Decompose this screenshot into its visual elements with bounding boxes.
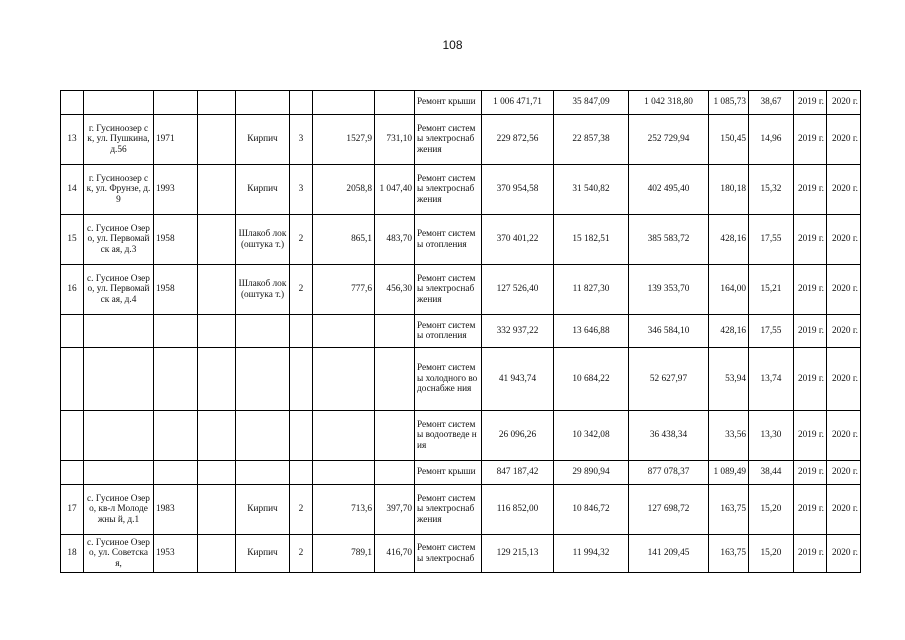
cell-address: с. Гусиное Озеро, ул. Первомайск ая, д.3 bbox=[84, 215, 154, 265]
cell-floors: 2 bbox=[290, 535, 313, 573]
cell-cost-a: 116 852,00 bbox=[482, 485, 554, 535]
cell-material: Кирпич bbox=[236, 485, 290, 535]
cell-material bbox=[236, 315, 290, 348]
cell-cost-b: 29 890,94 bbox=[554, 461, 629, 485]
cell-address: с. Гусиное Озеро, ул. Первомайск ая, д.4 bbox=[84, 265, 154, 315]
cell-limit: 15,21 bbox=[749, 265, 794, 315]
cell-work: Ремонт системы электроснаб жения bbox=[415, 115, 482, 165]
cell-floors: 2 bbox=[290, 485, 313, 535]
table-body bbox=[61, 91, 861, 573]
cell-cost-a: 1 006 471,71 bbox=[482, 91, 554, 115]
cell-limit: 38,44 bbox=[749, 461, 794, 485]
cell-area-total: 1527,9 bbox=[313, 115, 375, 165]
cell-cost-total: 1 042 318,80 bbox=[629, 91, 709, 115]
cell-cost-total: 127 698,72 bbox=[629, 485, 709, 535]
cell-end: 2020 г. bbox=[827, 165, 861, 215]
cell-limit: 38,67 bbox=[749, 91, 794, 115]
cell-floors: 2 bbox=[290, 265, 313, 315]
cell-floors: 2 bbox=[290, 215, 313, 265]
cell-work: Ремонт крыши bbox=[415, 91, 482, 115]
cell-unit-cost: 33,56 bbox=[709, 411, 749, 461]
cell-address bbox=[84, 348, 154, 411]
cell-empty bbox=[198, 165, 236, 215]
cell-start: 2019 г. bbox=[794, 91, 827, 115]
cell-material: Кирпич bbox=[236, 165, 290, 215]
cell-limit: 14,96 bbox=[749, 115, 794, 165]
cell-cost-b: 13 646,88 bbox=[554, 315, 629, 348]
table-row bbox=[61, 348, 861, 411]
cell-address: г. Гусиноозер ск, ул. Фрунзе, д.9 bbox=[84, 165, 154, 215]
cell-area-living bbox=[375, 315, 415, 348]
table-row bbox=[61, 535, 861, 573]
cell-cost-total: 36 438,34 bbox=[629, 411, 709, 461]
cell-cost-b: 35 847,09 bbox=[554, 91, 629, 115]
cell-unit-cost: 53,94 bbox=[709, 348, 749, 411]
cell-no: 14 bbox=[61, 165, 84, 215]
cell-material bbox=[236, 348, 290, 411]
cell-cost-b: 11 827,30 bbox=[554, 265, 629, 315]
cell-cost-a: 370 954,58 bbox=[482, 165, 554, 215]
cell-unit-cost: 180,18 bbox=[709, 165, 749, 215]
table-row bbox=[61, 265, 861, 315]
cell-start: 2019 г. bbox=[794, 215, 827, 265]
cell-start: 2019 г. bbox=[794, 485, 827, 535]
cell-start: 2019 г. bbox=[794, 115, 827, 165]
cell-year: 1953 bbox=[154, 535, 198, 573]
table-row bbox=[61, 411, 861, 461]
cell-cost-total: 139 353,70 bbox=[629, 265, 709, 315]
table-row bbox=[61, 485, 861, 535]
cell-no: 18 bbox=[61, 535, 84, 573]
cell-start: 2019 г. bbox=[794, 165, 827, 215]
cell-material: Кирпич bbox=[236, 535, 290, 573]
cell-cost-total: 141 209,45 bbox=[629, 535, 709, 573]
cell-cost-a: 847 187,42 bbox=[482, 461, 554, 485]
cell-start: 2019 г. bbox=[794, 315, 827, 348]
cell-empty bbox=[198, 348, 236, 411]
cell-empty bbox=[198, 485, 236, 535]
cell-work: Ремонт системы отопления bbox=[415, 315, 482, 348]
cell-cost-b: 22 857,38 bbox=[554, 115, 629, 165]
cell-cost-b: 15 182,51 bbox=[554, 215, 629, 265]
cell-cost-a: 370 401,22 bbox=[482, 215, 554, 265]
cell-area-living bbox=[375, 411, 415, 461]
cell-no bbox=[61, 91, 84, 115]
cell-empty bbox=[198, 215, 236, 265]
cell-floors bbox=[290, 348, 313, 411]
cell-year: 1958 bbox=[154, 265, 198, 315]
cell-material bbox=[236, 461, 290, 485]
cell-cost-b: 10 684,22 bbox=[554, 348, 629, 411]
cell-work: Ремонт системы электроснаб жения bbox=[415, 485, 482, 535]
cell-area-total bbox=[313, 315, 375, 348]
cell-empty bbox=[198, 115, 236, 165]
cell-cost-total: 877 078,37 bbox=[629, 461, 709, 485]
cell-year: 1983 bbox=[154, 485, 198, 535]
cell-unit-cost: 163,75 bbox=[709, 485, 749, 535]
cell-area-living: 416,70 bbox=[375, 535, 415, 573]
cell-floors bbox=[290, 461, 313, 485]
cell-end: 2020 г. bbox=[827, 315, 861, 348]
cell-start: 2019 г. bbox=[794, 265, 827, 315]
cell-area-living: 1 047,40 bbox=[375, 165, 415, 215]
cell-cost-a: 26 096,26 bbox=[482, 411, 554, 461]
cell-cost-total: 385 583,72 bbox=[629, 215, 709, 265]
cell-area-living: 397,70 bbox=[375, 485, 415, 535]
repair-table bbox=[60, 90, 861, 573]
cell-empty bbox=[198, 535, 236, 573]
cell-work: Ремонт системы электроснаб жения bbox=[415, 165, 482, 215]
cell-work: Ремонт системы электроснаб жения bbox=[415, 265, 482, 315]
cell-address bbox=[84, 315, 154, 348]
cell-no: 15 bbox=[61, 215, 84, 265]
cell-end: 2020 г. bbox=[827, 535, 861, 573]
cell-area-total bbox=[313, 91, 375, 115]
cell-cost-total: 252 729,94 bbox=[629, 115, 709, 165]
cell-work: Ремонт системы отопления bbox=[415, 215, 482, 265]
cell-unit-cost: 1 089,49 bbox=[709, 461, 749, 485]
cell-cost-a: 332 937,22 bbox=[482, 315, 554, 348]
cell-material: Шлакоб лок (оштука т.) bbox=[236, 215, 290, 265]
cell-limit: 15,20 bbox=[749, 485, 794, 535]
cell-area-total bbox=[313, 411, 375, 461]
cell-end: 2020 г. bbox=[827, 461, 861, 485]
cell-address bbox=[84, 91, 154, 115]
cell-address: с. Гусиное Озеро, ул. Советская, bbox=[84, 535, 154, 573]
cell-unit-cost: 163,75 bbox=[709, 535, 749, 573]
cell-area-living: 731,10 bbox=[375, 115, 415, 165]
cell-end: 2020 г. bbox=[827, 411, 861, 461]
cell-floors bbox=[290, 315, 313, 348]
cell-area-living bbox=[375, 91, 415, 115]
cell-end: 2020 г. bbox=[827, 115, 861, 165]
cell-unit-cost: 428,16 bbox=[709, 315, 749, 348]
table-row bbox=[61, 315, 861, 348]
cell-year bbox=[154, 348, 198, 411]
cell-no: 17 bbox=[61, 485, 84, 535]
cell-limit: 15,20 bbox=[749, 535, 794, 573]
table-row bbox=[61, 165, 861, 215]
cell-address: с. Гусиное Озеро, кв-л Молодежны й, д.1 bbox=[84, 485, 154, 535]
cell-no bbox=[61, 461, 84, 485]
cell-area-total: 713,6 bbox=[313, 485, 375, 535]
cell-empty bbox=[198, 315, 236, 348]
cell-start: 2019 г. bbox=[794, 348, 827, 411]
cell-material bbox=[236, 411, 290, 461]
cell-cost-total: 52 627,97 bbox=[629, 348, 709, 411]
cell-floors: 3 bbox=[290, 115, 313, 165]
cell-area-living: 456,30 bbox=[375, 265, 415, 315]
cell-area-total: 789,1 bbox=[313, 535, 375, 573]
table-row bbox=[61, 91, 861, 115]
cell-no bbox=[61, 315, 84, 348]
cell-cost-total: 402 495,40 bbox=[629, 165, 709, 215]
cell-cost-total: 346 584,10 bbox=[629, 315, 709, 348]
cell-year: 1958 bbox=[154, 215, 198, 265]
cell-area-living bbox=[375, 348, 415, 411]
cell-cost-a: 129 215,13 bbox=[482, 535, 554, 573]
cell-empty bbox=[198, 91, 236, 115]
table-row bbox=[61, 115, 861, 165]
cell-no: 16 bbox=[61, 265, 84, 315]
cell-no bbox=[61, 411, 84, 461]
cell-limit: 17,55 bbox=[749, 215, 794, 265]
cell-material: Кирпич bbox=[236, 115, 290, 165]
cell-empty bbox=[198, 265, 236, 315]
cell-cost-b: 11 994,32 bbox=[554, 535, 629, 573]
cell-year bbox=[154, 91, 198, 115]
cell-work: Ремонт крыши bbox=[415, 461, 482, 485]
cell-address bbox=[84, 461, 154, 485]
cell-empty bbox=[198, 461, 236, 485]
cell-year bbox=[154, 315, 198, 348]
cell-work: Ремонт системы холодного водоснабже ния bbox=[415, 348, 482, 411]
cell-no bbox=[61, 348, 84, 411]
cell-limit: 15,32 bbox=[749, 165, 794, 215]
cell-empty bbox=[198, 411, 236, 461]
cell-area-total bbox=[313, 461, 375, 485]
cell-end: 2020 г. bbox=[827, 265, 861, 315]
cell-area-total: 865,1 bbox=[313, 215, 375, 265]
cell-unit-cost: 150,45 bbox=[709, 115, 749, 165]
cell-limit: 13,74 bbox=[749, 348, 794, 411]
cell-year: 1971 bbox=[154, 115, 198, 165]
cell-end: 2020 г. bbox=[827, 485, 861, 535]
cell-area-total: 777,6 bbox=[313, 265, 375, 315]
cell-start: 2019 г. bbox=[794, 535, 827, 573]
cell-address bbox=[84, 411, 154, 461]
cell-cost-b: 10 342,08 bbox=[554, 411, 629, 461]
cell-material bbox=[236, 91, 290, 115]
cell-cost-b: 10 846,72 bbox=[554, 485, 629, 535]
cell-end: 2020 г. bbox=[827, 348, 861, 411]
cell-unit-cost: 428,16 bbox=[709, 215, 749, 265]
cell-limit: 13,30 bbox=[749, 411, 794, 461]
cell-limit: 17,55 bbox=[749, 315, 794, 348]
cell-address: г. Гусиноозер ск, ул. Пушкина, д.56 bbox=[84, 115, 154, 165]
cell-start: 2019 г. bbox=[794, 411, 827, 461]
table-row bbox=[61, 215, 861, 265]
cell-end: 2020 г. bbox=[827, 215, 861, 265]
cell-end: 2020 г. bbox=[827, 91, 861, 115]
cell-floors bbox=[290, 91, 313, 115]
cell-area-living: 483,70 bbox=[375, 215, 415, 265]
cell-area-total bbox=[313, 348, 375, 411]
cell-floors bbox=[290, 411, 313, 461]
cell-unit-cost: 1 085,73 bbox=[709, 91, 749, 115]
page-number: 108 bbox=[442, 38, 463, 52]
cell-unit-cost: 164,00 bbox=[709, 265, 749, 315]
cell-year bbox=[154, 411, 198, 461]
cell-no: 13 bbox=[61, 115, 84, 165]
cell-area-living bbox=[375, 461, 415, 485]
cell-start: 2019 г. bbox=[794, 461, 827, 485]
cell-cost-a: 229 872,56 bbox=[482, 115, 554, 165]
cell-year: 1993 bbox=[154, 165, 198, 215]
cell-material: Шлакоб лок (оштука т.) bbox=[236, 265, 290, 315]
cell-year bbox=[154, 461, 198, 485]
cell-work: Ремонт системы водоотведе ния bbox=[415, 411, 482, 461]
cell-floors: 3 bbox=[290, 165, 313, 215]
cell-cost-b: 31 540,82 bbox=[554, 165, 629, 215]
table-row bbox=[61, 461, 861, 485]
cell-cost-a: 127 526,40 bbox=[482, 265, 554, 315]
cell-work: Ремонт системы электроснаб bbox=[415, 535, 482, 573]
cell-cost-a: 41 943,74 bbox=[482, 348, 554, 411]
cell-area-total: 2058,8 bbox=[313, 165, 375, 215]
